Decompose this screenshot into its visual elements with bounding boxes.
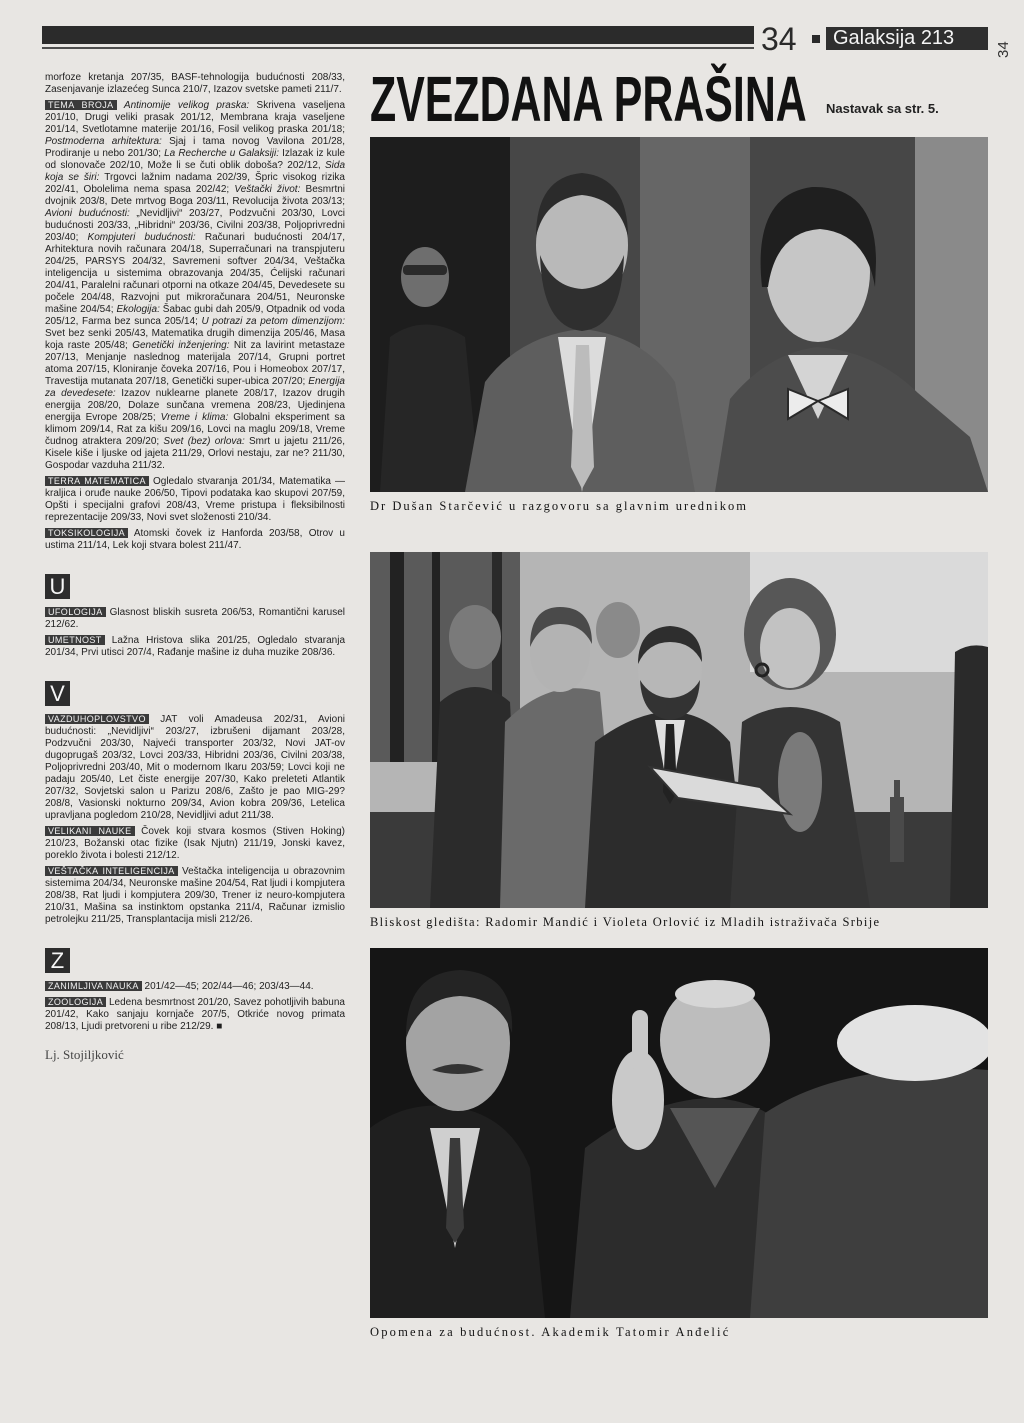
index-group bbox=[45, 72, 345, 552]
article-continuation-note: Nastavak sa str. 5. bbox=[826, 101, 939, 116]
index-text: Veštačka inteligencija u obrazovnim sistemima 204/34, Neuronske mašine 204/54, Rat ljudi i kompjutera 208/38, Rat ljudi i kompjutera 209/30, Trener iz neuro-kompjutera 210/31, Mašina sa instinktom opstanka 211/4, Računar izmislio petrolejku 211/25, Transplantacija misli 212/26. bbox=[45, 866, 345, 925]
index-text: JAT voli Amadeusa 202/31, Avioni budućnosti: „Nevidljivi“ 203/27, izbrušeni dijamant 203/28, Podzvučni 203/30, Najveći transporter 203/32, Novi JAT-ov dugoprugaš 203/32, Lovci 203/33, Hibridni 203/36, Civilni 203/38, Poljoprivredni 203/40, Mit o modernom Ikaru 203/59; Lovci koji ne padaju 205/40, Let čiste energije 207/30, Kako preleteti Atlantik 207/32, Sovjetski salon u Parizu 208/6, Zašto je pao MIG-29? 208/8, Vasionski nokturno 209/34, Avion kobra 209/36, Letelica upravljana pogledom 210/28, Nevidljivi adut 211/38. bbox=[45, 714, 345, 821]
photo-2 bbox=[370, 552, 988, 908]
index-text: morfoze kretanja 207/35, BASF-tehnologija budućnosti 208/33, Zasenjavanje izlazećeg Sunca 210/7, Izazov svetske pameti 211/7. bbox=[45, 72, 345, 95]
index-topic: Avioni budućnosti: bbox=[45, 208, 130, 219]
photo-2-caption: Bliskost gledišta: Radomir Mandić i Violeta Orlović iz Mladih istraživača Srbije bbox=[370, 915, 881, 929]
index-letter-u: U bbox=[45, 574, 70, 599]
index-text: Globalni eksperiment sa klimom 209/14, Rat za kišu 209/16, Lovci na maglu 209/18, Vreme čudnog atraktera 209/20; bbox=[45, 412, 345, 447]
index-text: Atomski čovek iz Hanforda 203/58, Otrov u ustima 211/14, Lek koji stvara bolest 211/47. bbox=[45, 528, 345, 551]
photo-door-frame bbox=[390, 552, 404, 762]
photo-figure-coat bbox=[750, 1068, 988, 1318]
photo-3 bbox=[370, 948, 988, 1318]
index-topic: Kompjuteri budućnosti: bbox=[87, 232, 196, 243]
photo-figure-body bbox=[380, 325, 480, 493]
separator-square-icon bbox=[812, 35, 820, 43]
index-topic: Energija za devedesete: bbox=[45, 376, 345, 399]
index-group bbox=[45, 574, 345, 659]
index-text: Besmrtni dvojnik 203/8, Dete mrtvog Boga 203/11, Revolucija života 203/13; bbox=[45, 184, 346, 207]
index-rubric-label: VEŠTAČKA INTELIGENCIJA bbox=[45, 866, 178, 876]
index-rubric-label: UMETNOST bbox=[45, 635, 105, 645]
photo-figure-hair bbox=[675, 980, 755, 1008]
index-text: Sjaj i tama novog Vavilona 201/28, Prodiranje u nebo 201/30; bbox=[45, 136, 345, 159]
index-text: Trgovci lažnim nadama 202/39, Špric visokog rizika 202/41, Obolelima nema spasa 202/42; bbox=[45, 172, 345, 195]
index-rubric-label: VAZDUHOPLOVSTVO bbox=[45, 714, 149, 724]
index-topic: U potrazi za petom dimenzijom: bbox=[201, 316, 345, 327]
photo-figure-blouse bbox=[778, 732, 822, 832]
side-page-number: 34 bbox=[995, 41, 1012, 58]
photo-bottle-neck bbox=[894, 780, 900, 798]
index-letter-z: Z bbox=[45, 948, 70, 973]
photo-1-image bbox=[370, 137, 988, 492]
photo-3-image bbox=[370, 948, 988, 1318]
magazine-name-box bbox=[826, 27, 988, 50]
header-rule bbox=[42, 47, 754, 49]
index-entry bbox=[45, 99, 345, 472]
index-topic: Genetički inženjering: bbox=[132, 340, 230, 351]
photo-figure-head bbox=[760, 608, 820, 688]
index-text: Čovek koji stvara kosmos (Stiven Hoking) 210/23, Božanski otac fizike (Isak Njutn) 211/19, Jonski kavez, poreklo života i bolesti 212/12. bbox=[45, 826, 345, 861]
header-bar bbox=[42, 26, 754, 44]
magazine-name: Galaksija 213 bbox=[833, 27, 955, 49]
index-entry bbox=[45, 475, 345, 524]
photo-figure-head bbox=[401, 247, 449, 307]
index-entry bbox=[45, 865, 345, 926]
article-title: ZVEZDANA PRAŠINA bbox=[370, 63, 807, 135]
index-rubric-label: TOKSIKOLOGIJA bbox=[45, 528, 128, 538]
photo-figure-head bbox=[449, 605, 501, 669]
photo-2-image bbox=[370, 552, 988, 908]
photo-3-caption: Opomena za budućnost. Akademik Tatomir Anđelić bbox=[370, 1325, 731, 1339]
index-text: Izazov nuklearne planete 208/17, Izazov drugih energija 208/20, Dolaze sunčana vremena 208/23, Ujedinjena energija Evrope 208/25; bbox=[45, 388, 345, 423]
index-text: Izlazak iz kule od slonovače 202/10, Može li se čuti oblik doboša? 202/12, bbox=[45, 148, 345, 171]
index-groups bbox=[45, 72, 345, 1033]
index-text: Skrivena vaseljena 201/10, Drugi veliki prasak 201/12, Membrana kraja vaseljene 201/14, Svetlotamne materije 201/16, Fosil velikog praska 201/18; bbox=[45, 100, 346, 135]
index-text: Ledena besmrtnost 201/20, Savez pohotljivih babuna 201/42, Kako sanjaju kornjače 207/5, Otkriće novog primata 208/13, Ljudi pretvoreni u ribe 212/29. ■ bbox=[45, 997, 345, 1032]
index-text: Smrt u jajetu 211/26, Kisele kiše i ljuske od jajeta 211/29, Orlovi nestaju, zar ne? 211/30, Gospodar vazduha 211/32. bbox=[45, 436, 345, 471]
index-author: Lj. Stojiljković bbox=[45, 1047, 124, 1062]
index-entry bbox=[45, 527, 345, 552]
index-topic: Ekologija: bbox=[116, 304, 160, 315]
photo-figure-finger bbox=[632, 1010, 648, 1072]
index-topic: Antinomije velikog praska: bbox=[123, 100, 250, 111]
index-topic: Sida koja se širi: bbox=[45, 160, 345, 183]
index-text: Šabac gubi dah 205/9, Otpadnik od voda 205/12, Farma bez sunca 205/14; bbox=[45, 304, 345, 327]
photo-1-caption: Dr Dušan Starčević u razgovoru sa glavnim urednikom bbox=[370, 499, 748, 513]
index-entry bbox=[45, 825, 345, 862]
index-entry bbox=[45, 606, 345, 631]
index-entry bbox=[45, 996, 345, 1033]
index-topic: La Recherche u Galaksiji: bbox=[164, 148, 280, 159]
index-text: Nit za lavirint metastaze 207/13, Menjanje naslednog materijala 207/14, Grupni portret atoma 207/15, Kloniranje čoveka 207/16, Pou i Homeobox 207/17, Travestija mutanata 207/18, Genetički super-ubica 207/20; bbox=[45, 340, 345, 387]
index-rubric-label: TEMA BROJA bbox=[45, 100, 117, 110]
index-rubric-label: VELIKANI NAUKE bbox=[45, 826, 135, 836]
index-text: Lažna Hristova slika 201/25, Ogledalo stvaranja 201/34, Prvi utisci 207/4, Rađanje mašine iz duha muzike 208/36. bbox=[45, 635, 346, 658]
index-entry bbox=[45, 72, 345, 96]
index-text: Ogledalo stvaranja 201/34, Matematika — kraljica i oruđe nauke 206/50, Tipovi podataka kao skupovi 207/59, Opšti i specijalni grafovi 208/43, Vreme pristupa i fleksibilnosti reprezentacije 209/33, Novi svet složenosti 210/34. bbox=[45, 476, 345, 523]
photo-figure-head bbox=[596, 602, 640, 658]
index-text: Svet bez senki 205/43, Matematika drugih dimenzija 205/46, Masa koja raste 205/48; bbox=[45, 328, 345, 351]
photo-figure-fur-hat bbox=[837, 1005, 988, 1081]
page-number: 34 bbox=[761, 21, 797, 57]
index-topic: Postmoderna arhitektura: bbox=[45, 136, 162, 147]
photo-figure-glasses bbox=[403, 265, 447, 275]
index-rubric-label: TERRA MATEMATICA bbox=[45, 476, 149, 486]
index-topic: Vreme i klima: bbox=[160, 412, 229, 423]
index-group bbox=[45, 681, 345, 926]
photo-figure-body bbox=[950, 645, 988, 908]
index-text: 201/42—45; 202/44—46; 203/43—44. bbox=[144, 981, 314, 992]
index-group bbox=[45, 948, 345, 1033]
index-rubric-label: ZANIMLJIVA NAUKA bbox=[45, 981, 142, 991]
index-entry bbox=[45, 634, 345, 659]
index-rubric-label: UFOLOGIJA bbox=[45, 607, 106, 617]
index-topic: Svet (bez) orlova: bbox=[163, 436, 245, 447]
subject-index-column bbox=[45, 72, 345, 1062]
index-text: „Nevidljivi“ 203/27, Podzvučni 203/30, Lovci budućnosti 203/33, „Hibridni“ 203/36, Civilni 203/38, Poljoprivredni 203/40; bbox=[45, 208, 345, 243]
index-rubric-label: ZOOLOGIJA bbox=[45, 997, 106, 1007]
index-entry bbox=[45, 713, 345, 822]
photo-1 bbox=[370, 137, 988, 492]
index-text: Računari budućnosti 204/17, Arhitektura novih računara 204/18, Superračunari na transpjuteru 204/25, PARSYS 204/32, Savremeni softver 204/34, Veštačka inteligencija u sistemima obrazovanja 204/35, Ćelijski računari 204/41, Paralelni računari otporni na otkaze 204/45, Devedesete su počele 204/48, Razvojni put mikroračunara 204/51, Neuronske mašine 204/54; bbox=[45, 232, 345, 315]
index-topic: Veštački život: bbox=[234, 184, 301, 195]
index-entry bbox=[45, 980, 345, 993]
index-letter-v: V bbox=[45, 681, 70, 706]
photo-bottle bbox=[890, 797, 904, 862]
index-text: Glasnost bliskih susreta 206/53, Romantični karusel 212/62. bbox=[45, 607, 345, 630]
